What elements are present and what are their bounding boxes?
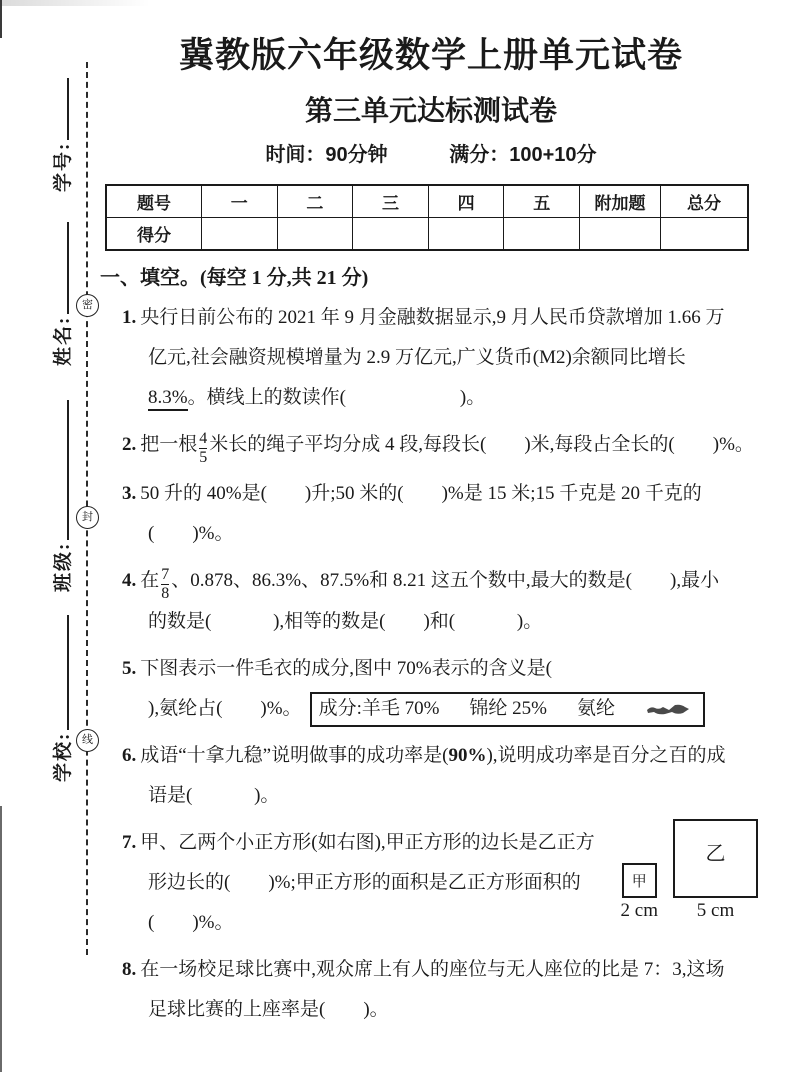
question-number: 1. — [122, 307, 137, 328]
fraction-numerator: 7 — [161, 566, 170, 583]
text-segment: 。横线上的数读作( )。 — [187, 387, 486, 408]
score-table-score-row — [106, 218, 748, 251]
sidebar-field-label: 姓名: — [53, 315, 74, 366]
large-square-group — [673, 819, 758, 923]
fraction-denominator: 8 — [161, 584, 170, 602]
text-segment: 央行日前公布的 2021 年 9 月金融数据显示,9 月人民币贷款增加 1.66 万 — [140, 307, 725, 328]
question-number: 5. — [122, 658, 137, 680]
question-line — [122, 602, 762, 642]
squares-figure — [621, 819, 758, 923]
score-table-header-cell: 题号 — [106, 185, 202, 218]
question-line — [122, 561, 762, 603]
sidebar-field-blank-line — [62, 222, 69, 314]
scan-artifact-left-top — [0, 0, 2, 38]
square-jia-label: 甲 — [631, 874, 647, 891]
score-table-header-cell: 三 — [353, 185, 429, 218]
square-yi — [673, 819, 758, 898]
square-yi-dimension: 5 cm — [696, 900, 735, 922]
text-segment: ),氨纶占( )%。 — [148, 698, 302, 720]
question-number: 2. — [122, 434, 137, 455]
score-row-label: 得分 — [106, 218, 202, 251]
score-cell-empty — [277, 218, 353, 251]
sidebar-field-1 — [48, 222, 75, 366]
text-segment: 语是( )。 — [148, 785, 280, 807]
seal-char-0: 密 — [76, 294, 99, 317]
full-score-label: 满分：100+10分 — [449, 144, 597, 166]
fraction-numerator: 4 — [199, 430, 208, 448]
text-segment: 米长的绳子平均分成 4 段,每段长( )米,每段占全长的( )%。 — [209, 434, 754, 455]
text-segment: 甲、乙两个小正方形(如右图),甲正方形的边长是乙正方 — [140, 832, 595, 854]
score-cell-empty — [428, 218, 504, 251]
score-table-header-row — [106, 185, 748, 218]
text-segment: 在 — [140, 569, 160, 591]
question-line — [122, 950, 762, 990]
text-segment: ( )%。 — [148, 522, 234, 544]
sidebar-field-label: 学校: — [53, 731, 74, 782]
main-content — [100, 0, 762, 1037]
text-segment: 把一根 — [140, 434, 198, 455]
composition-item: 成分:羊毛 70% — [318, 698, 440, 720]
question-6 — [122, 736, 762, 816]
question-2 — [122, 425, 762, 467]
text-segment: 形边长的( )%;甲正方形的面积是乙正方形面积的 — [148, 872, 581, 894]
question-line — [122, 776, 762, 816]
question-line — [122, 425, 762, 467]
square-jia-dimension: 2 cm — [620, 900, 658, 922]
question-1 — [122, 298, 762, 418]
question-line — [122, 736, 762, 776]
question-number: 3. — [122, 482, 137, 504]
sidebar-field-3 — [48, 615, 75, 782]
text-segment: 50 升的 40%是( )升;50 米的( )%是 15 米;15 千克是 20 千克的 — [140, 482, 702, 504]
fraction-denominator: 5 — [199, 449, 208, 466]
text-segment: 、0.878、86.3%、87.5%和 8.21 这五个数中,最大的数是( ),最小 — [171, 569, 720, 591]
scan-artifact-left-bottom — [0, 806, 2, 1072]
question-7 — [122, 823, 762, 943]
fraction — [159, 566, 171, 602]
score-cell-empty — [661, 218, 749, 251]
question-number: 8. — [122, 959, 137, 981]
score-cell-empty — [202, 218, 278, 251]
square-yi-label: 乙 — [705, 843, 726, 866]
score-table-header-cell: 附加题 — [580, 185, 661, 218]
text-segment: 的数是( ),相等的数是( )和( )。 — [148, 611, 543, 633]
text-segment: 成语“十拿九稳”说明做事的成功率是( — [140, 745, 449, 767]
small-square-group — [621, 863, 658, 923]
text-segment: 下图表示一件毛衣的成分,图中 70%表示的含义是( — [140, 658, 552, 680]
question-number: 4. — [122, 569, 137, 591]
question-number: 6. — [122, 745, 137, 767]
composition-box — [310, 692, 705, 727]
page-subtitle: 第三单元达标测试卷 — [304, 95, 557, 126]
score-table-header-cell: 二 — [277, 185, 353, 218]
underlined-value: 8.3% — [148, 387, 188, 411]
score-table-header-cell: 五 — [504, 185, 580, 218]
text-segment: 亿元,社会融资规模增量为 2.9 万亿元,广义货币(M2)余额同比增长 — [148, 347, 686, 368]
questions-list — [122, 298, 762, 1030]
time-label: 时间：90分钟 — [265, 144, 388, 166]
question-4 — [122, 561, 762, 643]
question-line — [122, 474, 762, 514]
question-3 — [122, 474, 762, 554]
question-line — [122, 514, 762, 554]
sidebar-field-0 — [48, 78, 75, 192]
sidebar-field-blank-line — [62, 615, 69, 730]
score-table-header-cell: 一 — [202, 185, 278, 218]
question-line — [122, 649, 762, 689]
question-line — [122, 990, 762, 1030]
fraction — [197, 430, 209, 466]
page-title: 冀教版六年级数学上册单元试卷 — [178, 36, 683, 75]
question-line — [122, 298, 762, 338]
sidebar-field-label: 学号: — [53, 141, 74, 192]
score-cell-empty — [353, 218, 429, 251]
section-heading: 一、填空。(每空 1 分,共 21 分) — [100, 267, 369, 289]
question-number: 7. — [122, 832, 137, 854]
score-cell-empty — [580, 218, 661, 251]
composition-item: 锦纶 25% — [469, 698, 547, 720]
question-line — [122, 689, 762, 729]
question-5 — [122, 649, 762, 729]
seal-char-2: 线 — [76, 729, 99, 752]
sidebar-field-blank-line — [62, 78, 69, 140]
sidebar-field-label: 班级: — [53, 541, 74, 592]
score-table — [105, 184, 749, 251]
text-segment: 在一场校足球比赛中,观众席上有人的座位与无人座位的比是 7：3,这场 — [140, 959, 725, 981]
question-line — [122, 378, 762, 418]
composition-item: 氨纶 — [577, 698, 616, 720]
text-segment: 足球比赛的上座率是( )。 — [148, 999, 389, 1021]
ink-blob-icon — [645, 702, 691, 716]
bold-value: 90% — [448, 745, 487, 767]
text-segment: ( )%。 — [148, 912, 234, 934]
score-table-header-cell: 总分 — [661, 185, 749, 218]
text-segment: ),说明成功率是百分之百的成 — [486, 745, 726, 767]
question-line — [122, 338, 762, 378]
sidebar-field-blank-line — [62, 400, 69, 540]
sidebar-field-2 — [48, 400, 75, 592]
exam-info — [100, 142, 762, 168]
score-table-header-cell: 四 — [428, 185, 504, 218]
score-cell-empty — [504, 218, 580, 251]
seal-char-1: 封 — [76, 506, 99, 529]
question-8 — [122, 950, 762, 1030]
square-jia — [622, 863, 657, 898]
